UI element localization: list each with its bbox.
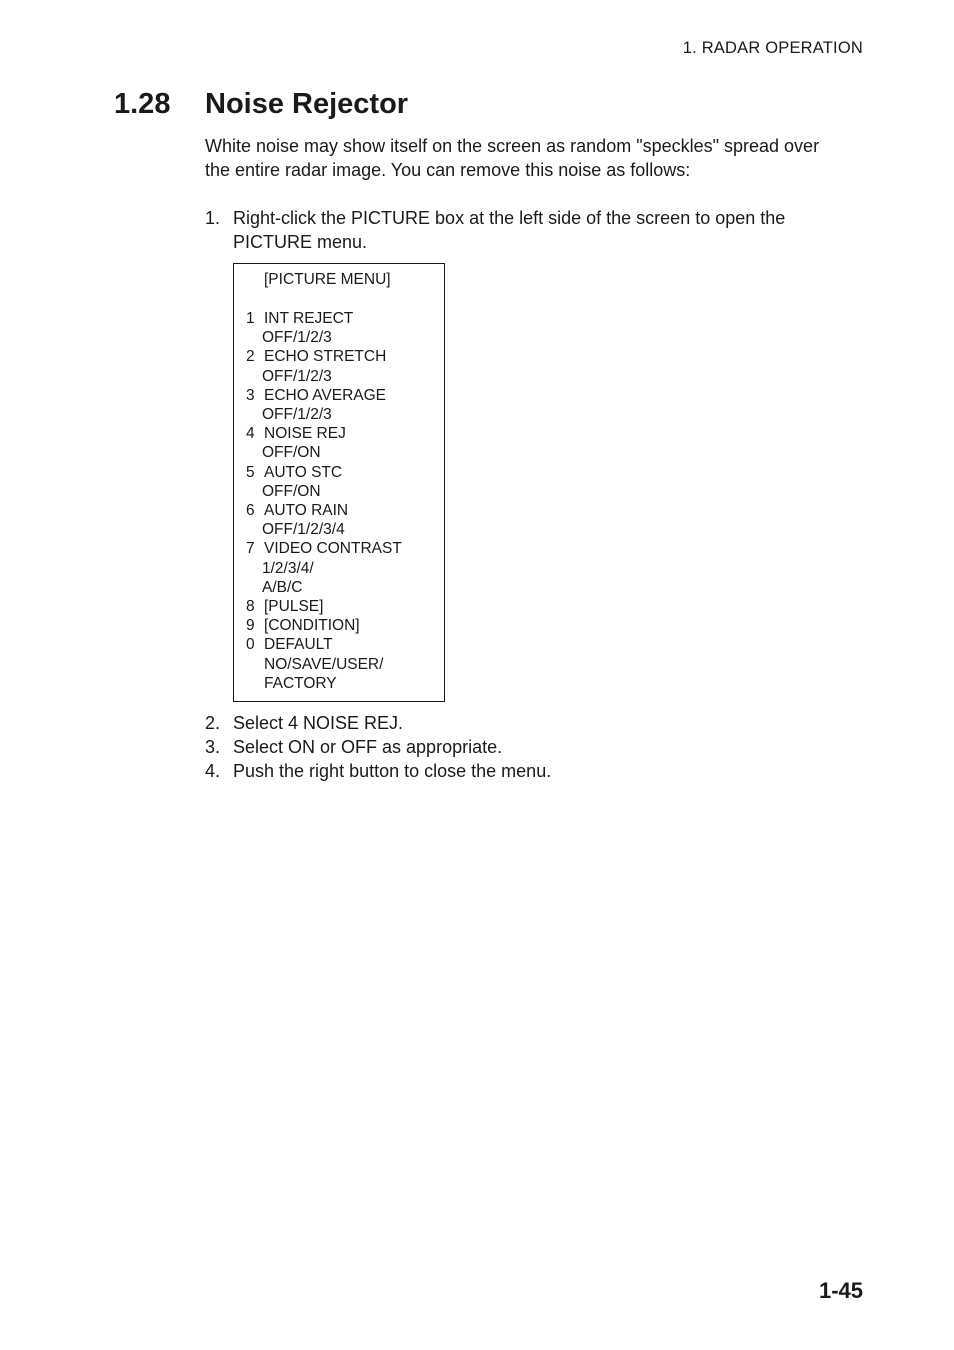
menu-item-key: 1 (246, 310, 255, 327)
menu-item-key: 8 (246, 598, 255, 616)
section-heading (114, 88, 408, 121)
section-title: Noise Rejector (205, 88, 409, 120)
menu-item[interactable] (246, 347, 442, 385)
step-number: 4. (205, 761, 221, 781)
menu-item[interactable] (246, 616, 442, 635)
menu-item-key: 2 (246, 348, 255, 366)
menu-item[interactable] (246, 463, 442, 501)
step-number: 2. (205, 713, 221, 733)
menu-item-options: A/B/C (262, 578, 303, 596)
menu-item-key: 0 (246, 636, 255, 654)
menu-item-label: INT REJECT (264, 310, 354, 327)
intro-paragraph: White noise may show itself on the screen as random "speckles" spread over the entire radar image. You can remove this noise as follows: (205, 136, 820, 180)
menu-item-options: NO/SAVE/USER/ (264, 655, 384, 673)
step-text: Right-click the PICTURE box at the left side of the screen to open the PICTURE menu. (233, 208, 786, 252)
step-1 (205, 206, 833, 254)
section-number: 1.28 (114, 88, 171, 120)
picture-menu-items (246, 309, 442, 693)
picture-menu-title: [PICTURE MENU] (264, 271, 391, 288)
step-number: 1. (205, 208, 221, 228)
menu-item-options: 1/2/3/4/ (262, 559, 314, 577)
menu-item-label: VIDEO CONTRAST (264, 540, 402, 558)
menu-item-options: OFF/1/2/3 (262, 329, 332, 347)
menu-item-key: 9 (246, 617, 255, 635)
menu-item-label: [PULSE] (264, 598, 324, 616)
menu-item-label: ECHO AVERAGE (264, 386, 387, 404)
menu-item-label: NOISE REJ (264, 425, 346, 443)
menu-item-label: [CONDITION] (264, 617, 360, 635)
menu-item-label: AUTO RAIN (264, 502, 349, 520)
menu-item[interactable] (246, 635, 442, 693)
step-text: Select ON or OFF as appropriate. (233, 737, 503, 757)
menu-item-options: OFF/ON (262, 444, 321, 462)
menu-item-label: AUTO STC (264, 463, 343, 481)
menu-item-key: 4 (246, 425, 255, 443)
menu-item[interactable] (246, 309, 442, 347)
menu-item[interactable] (246, 424, 442, 462)
menu-item[interactable] (246, 597, 442, 616)
menu-item-label: DEFAULT (264, 636, 333, 654)
step-text: Push the right button to close the menu. (233, 761, 552, 781)
menu-item-label: ECHO STRETCH (264, 348, 387, 366)
menu-item-options: OFF/1/2/3 (262, 367, 332, 385)
page-number: 1-45 (818, 1278, 863, 1303)
menu-item-key: 7 (246, 540, 255, 558)
menu-item-options: OFF/1/2/3 (262, 406, 332, 424)
menu-item-options: FACTORY (264, 674, 337, 692)
menu-item-key: 3 (246, 386, 255, 404)
step-number: 3. (205, 737, 221, 757)
step-4 (205, 759, 833, 783)
running-head: 1. RADAR OPERATION (682, 39, 863, 57)
menu-item-options: OFF/ON (262, 482, 321, 500)
step-3 (205, 735, 833, 759)
menu-item-key: 6 (246, 502, 255, 520)
menu-item-options: OFF/1/2/3/4 (262, 521, 345, 539)
menu-item-key: 5 (246, 463, 255, 481)
menu-item[interactable] (246, 501, 442, 539)
picture-menu (233, 263, 445, 702)
menu-item[interactable] (246, 386, 442, 424)
menu-item[interactable] (246, 539, 442, 597)
step-text: Select 4 NOISE REJ. (233, 713, 404, 733)
step-2 (205, 711, 833, 735)
